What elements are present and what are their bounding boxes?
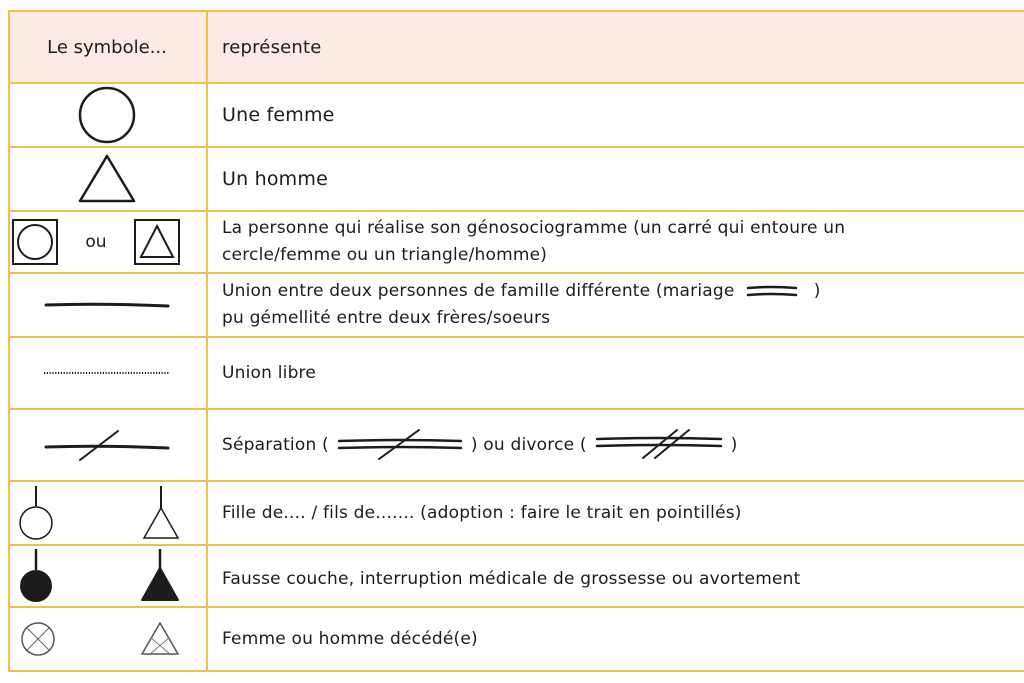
meaning-cell xyxy=(222,608,1004,670)
meaning-cell xyxy=(222,338,1004,408)
row-text-line1: La personne qui réalise son génosociogramme (un carré qui entoure un xyxy=(222,218,846,238)
woman-circle-icon xyxy=(77,85,137,145)
symbol-cell xyxy=(8,608,206,670)
row-line xyxy=(222,278,821,305)
meaning-cell xyxy=(222,148,1004,210)
meaning-cell xyxy=(222,546,1004,606)
symbol-cell xyxy=(8,482,206,544)
deceased-man-icon xyxy=(140,621,180,657)
row-text: Fille de.... / fils de....... (adoption : faire le trait en pointillés) xyxy=(222,502,742,523)
row-text: Une femme xyxy=(222,103,335,126)
meaning-cell xyxy=(222,274,1004,336)
meaning-cell xyxy=(222,410,1004,480)
symbol-cell xyxy=(8,546,206,606)
row-text-line2: pu gémellité entre deux frères/soeurs xyxy=(222,308,551,328)
symbol-cell xyxy=(8,274,206,336)
connector-ou: ou xyxy=(85,232,107,252)
symbol-cell xyxy=(8,338,206,408)
meaning-cell xyxy=(222,84,1004,146)
row-text: Un homme xyxy=(222,167,328,190)
row-text-line1a: Union entre deux personnes de famille différente (mariage xyxy=(222,281,735,301)
header-meaning-label: représente xyxy=(222,36,322,58)
union-line-icon xyxy=(42,300,172,310)
marriage-double-line-icon xyxy=(746,283,798,299)
row-text: Femme ou homme décédé(e) xyxy=(222,628,478,649)
boxed-circle-icon xyxy=(12,219,58,265)
symbol-cell xyxy=(8,148,206,210)
deceased-woman-icon xyxy=(20,621,56,657)
row-text-line2: cercle/femme ou un triangle/homme) xyxy=(222,245,548,265)
header-meaning-cell xyxy=(222,12,1004,82)
free-union-dotted-line-icon xyxy=(42,370,172,376)
son-triangle-icon xyxy=(142,484,180,542)
divorce-double-line-icon xyxy=(595,428,723,462)
boxed-triangle-icon xyxy=(134,219,180,265)
symbol-cell xyxy=(8,84,206,146)
row-text-c: ) xyxy=(730,434,738,455)
symbol-cell xyxy=(8,410,206,480)
daughter-circle-icon xyxy=(18,484,54,542)
genogram-legend-table xyxy=(0,10,1024,672)
separation-line-icon xyxy=(42,427,172,463)
symbol-cell xyxy=(8,212,206,272)
meaning-cell xyxy=(222,212,1004,272)
man-triangle-icon xyxy=(77,154,137,204)
column-divider xyxy=(206,10,208,672)
termination-filled-triangle-icon xyxy=(140,548,180,604)
row-text-b: ) ou divorce ( xyxy=(470,434,587,455)
meaning-cell xyxy=(222,482,1004,544)
row-divider xyxy=(8,670,1024,672)
miscarriage-filled-circle-icon xyxy=(18,548,54,604)
row-text: Fausse couche, interruption médicale de grossesse ou avortement xyxy=(222,569,801,589)
row-text: Union libre xyxy=(222,362,317,383)
separation-double-line-icon xyxy=(337,428,463,462)
row-text-line1b: ) xyxy=(813,281,821,301)
header-symbol-label: Le symbole... xyxy=(47,36,167,58)
header-symbol-cell xyxy=(8,12,206,82)
row-text-a: Séparation ( xyxy=(222,434,329,455)
